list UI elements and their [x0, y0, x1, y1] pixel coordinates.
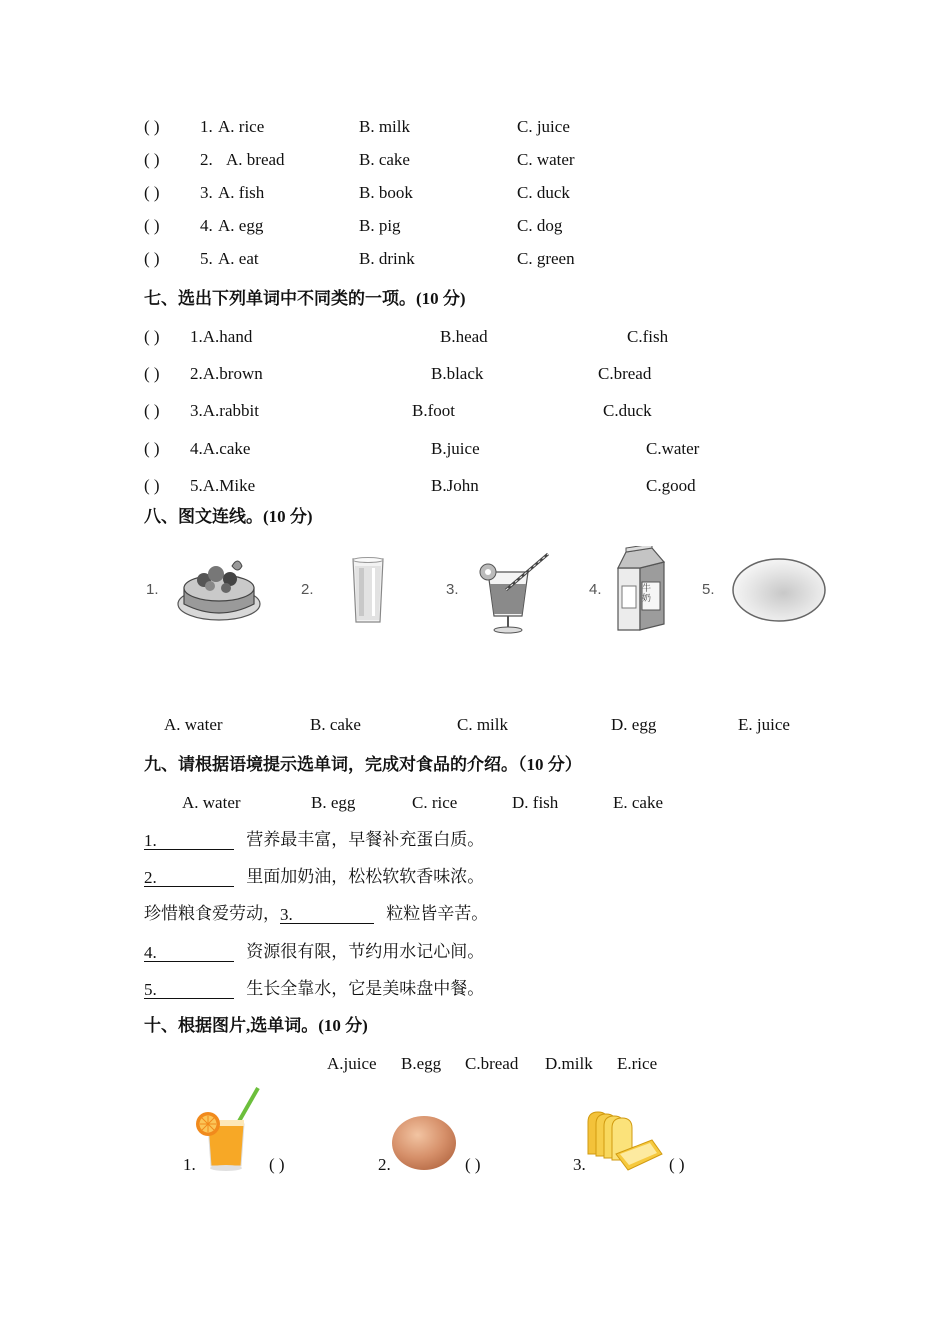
match-word[interactable]: A. water: [164, 715, 223, 734]
orange-juice-picture[interactable]: [192, 1086, 262, 1172]
answer-bracket[interactable]: ( ): [269, 1155, 285, 1174]
milk-carton-label: 牛奶: [642, 584, 652, 604]
option-a: A. fish: [218, 183, 265, 202]
item-number: 2.: [378, 1155, 391, 1174]
answer-bracket[interactable]: ( ): [144, 117, 160, 136]
fill-line: [144, 942, 484, 962]
option-c: C.fish: [627, 327, 669, 346]
answer-bracket[interactable]: ( ): [144, 439, 160, 458]
brown-egg-picture[interactable]: [390, 1114, 458, 1172]
option-b: B.foot: [412, 401, 455, 420]
answer-bracket[interactable]: ( ): [144, 401, 160, 420]
option-b: B.juice: [431, 439, 480, 458]
word-option: D.milk: [545, 1054, 593, 1073]
section9-title: 九、请根据语境提示选单词，完成对食品的介绍。（10 分）: [144, 755, 582, 774]
picture-number: 1.: [146, 581, 159, 598]
answer-bracket[interactable]: ( ): [144, 249, 160, 268]
line-text: 资源很有限，节约用水记心间。: [246, 942, 485, 961]
option-b: B.black: [431, 364, 484, 383]
option-c: C.water: [646, 439, 700, 458]
option-a: 4.A.cake: [190, 439, 251, 458]
picture-number: 5.: [702, 581, 715, 598]
answer-bracket[interactable]: ( ): [465, 1155, 481, 1174]
answer-bracket[interactable]: ( ): [669, 1155, 685, 1174]
bread-picture[interactable]: [584, 1110, 664, 1174]
answer-blank[interactable]: 3.: [280, 905, 374, 924]
option-c: C.good: [646, 476, 696, 495]
option-a: A. eat: [218, 249, 259, 268]
answer-bracket[interactable]: ( ): [144, 216, 160, 235]
option-a: 5.A.Mike: [190, 476, 256, 495]
word-option: C.bread: [465, 1054, 519, 1073]
word-option: A.juice: [327, 1054, 377, 1073]
word-option: B.egg: [401, 1054, 442, 1073]
fill-line: [144, 867, 484, 887]
picture-number: 2.: [301, 581, 314, 598]
option-c: C. juice: [517, 117, 570, 136]
juice-picture[interactable]: [476, 550, 556, 634]
option-c: C. water: [517, 150, 575, 169]
line-text: 生长全靠水，它是美味盘中餐。: [246, 979, 485, 998]
answer-bracket[interactable]: ( ): [144, 327, 160, 346]
option-c: C. green: [517, 249, 575, 268]
option-b: B. pig: [359, 216, 401, 235]
section8-title: 八、图文连线。(10 分): [144, 507, 313, 526]
picture-number: 4.: [589, 581, 602, 598]
option-b: B.John: [431, 476, 479, 495]
option-c: C.bread: [598, 364, 652, 383]
answer-bracket[interactable]: ( ): [144, 364, 160, 383]
answer-bracket[interactable]: ( ): [144, 150, 160, 169]
word-option: C. rice: [412, 793, 458, 812]
option-c: C. dog: [517, 216, 563, 235]
line-text: 粒粒皆辛苦。: [386, 904, 489, 923]
egg-picture[interactable]: [730, 556, 828, 624]
option-b: B. milk: [359, 117, 411, 136]
section7-title: 七、选出下列单词中不同类的一项。(10 分): [144, 289, 466, 308]
line-prefix: 珍惜粮食爱劳动，: [144, 904, 280, 923]
line-text: 里面加奶油，松松软软香味浓。: [246, 867, 485, 886]
word-option: E.rice: [617, 1054, 658, 1073]
answer-blank[interactable]: 2.: [144, 868, 234, 887]
answer-blank[interactable]: 4.: [144, 943, 234, 962]
cake-picture[interactable]: [176, 552, 262, 624]
fill-line: [144, 830, 484, 850]
match-word[interactable]: B. cake: [310, 715, 361, 734]
fill-line: [144, 979, 484, 999]
option-b: B.head: [440, 327, 488, 346]
match-word[interactable]: D. egg: [611, 715, 657, 734]
answer-blank[interactable]: 1.: [144, 831, 234, 850]
answer-bracket[interactable]: ( ): [144, 183, 160, 202]
answer-bracket[interactable]: ( ): [144, 476, 160, 495]
question-number: 1.: [200, 117, 213, 136]
word-option: A. water: [182, 793, 241, 812]
question-number: 3.: [200, 183, 213, 202]
option-b: B. drink: [359, 249, 415, 268]
option-a: 2.A.brown: [190, 364, 263, 383]
option-a: A. rice: [218, 117, 265, 136]
milk-carton-picture[interactable]: [612, 546, 668, 632]
item-number: 1.: [183, 1155, 196, 1174]
option-a: A. bread: [226, 150, 285, 169]
section10-title: 十、根据图片,选单词。(10 分): [144, 1016, 368, 1035]
option-a: 1.A.hand: [190, 327, 253, 346]
question-number: 4.: [200, 216, 213, 235]
question-number: 2.: [200, 150, 213, 169]
picture-number: 3.: [446, 581, 459, 598]
word-option: E. cake: [613, 793, 664, 812]
answer-blank[interactable]: 5.: [144, 980, 234, 999]
match-word[interactable]: E. juice: [738, 715, 790, 734]
option-c: C. duck: [517, 183, 570, 202]
option-b: B. book: [359, 183, 413, 202]
word-option: B. egg: [311, 793, 356, 812]
option-c: C.duck: [603, 401, 652, 420]
match-word[interactable]: C. milk: [457, 715, 509, 734]
water-glass-picture[interactable]: [350, 556, 386, 626]
item-number: 3.: [573, 1155, 586, 1174]
word-option: D. fish: [512, 793, 559, 812]
option-a: A. egg: [218, 216, 264, 235]
option-b: B. cake: [359, 150, 410, 169]
fill-line: [144, 904, 488, 924]
question-number: 5.: [200, 249, 213, 268]
option-a: 3.A.rabbit: [190, 401, 259, 420]
line-text: 营养最丰富，早餐补充蛋白质。: [246, 830, 485, 849]
